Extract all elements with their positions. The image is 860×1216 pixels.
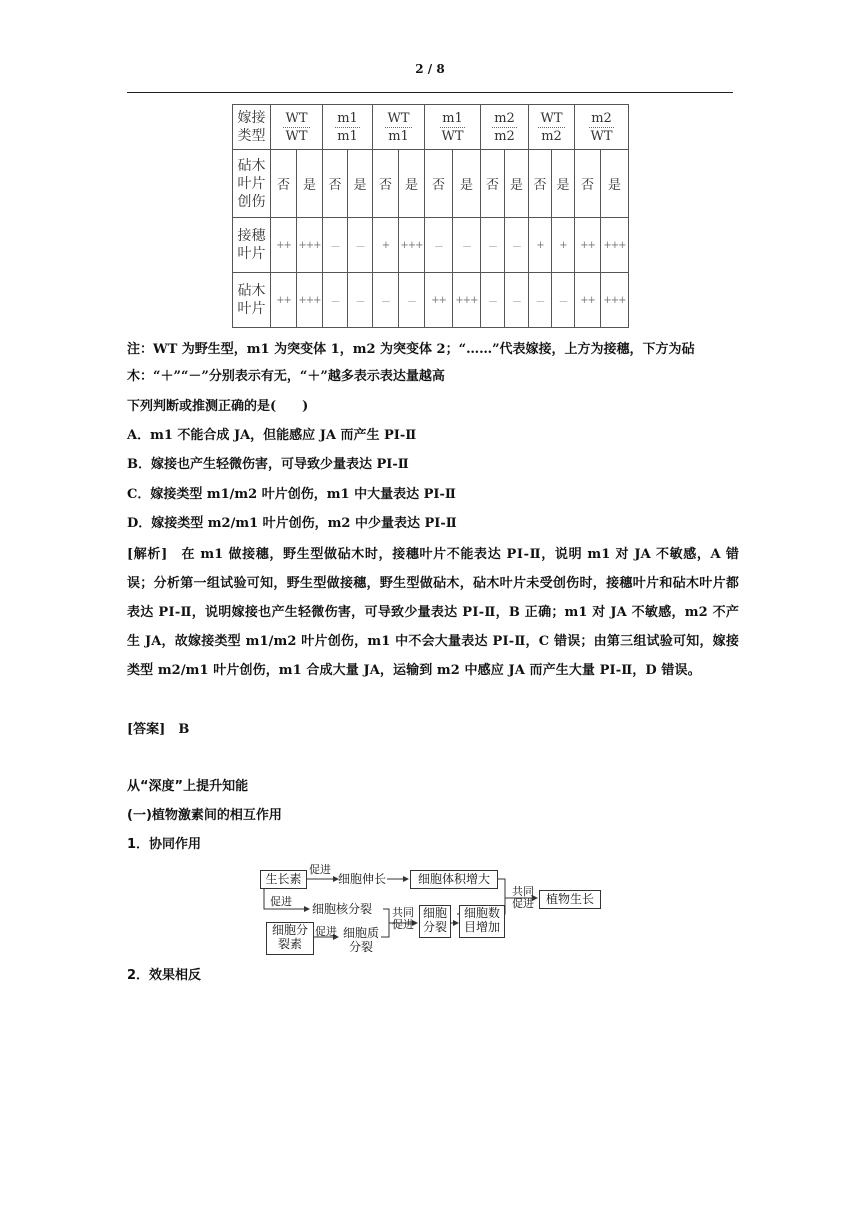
wound-cell: 是 bbox=[601, 150, 629, 218]
page-number: 2 / 8 bbox=[415, 62, 445, 76]
scion-cell: +++ bbox=[601, 218, 629, 273]
table-row bbox=[233, 105, 629, 150]
analysis-paragraph bbox=[127, 540, 739, 685]
scion-cell: － bbox=[453, 218, 481, 273]
bracket-upper bbox=[497, 879, 505, 902]
scion-cell: ++ bbox=[575, 218, 601, 273]
wound-cell: 是 bbox=[297, 150, 323, 218]
scion-cell: － bbox=[481, 218, 505, 273]
wound-cell: 是 bbox=[348, 150, 373, 218]
cell-elongation-text: 细胞伸长 bbox=[338, 872, 387, 886]
graft-type-cell: m1 m1 bbox=[323, 105, 373, 150]
row-header: 接穗叶片 bbox=[233, 218, 271, 273]
stock-cell: +++ bbox=[453, 273, 481, 328]
wound-cell: 否 bbox=[529, 150, 552, 218]
analysis-text: 在 m1 做接穗，野生型做砧木时，接穗叶片不能表达 PⅠ-Ⅱ，说明 m1 对 JA 不敏感，A 错误；分析第一组试验可知，野生型做接穗，野生型做砧木，砧木叶片未受创伤时，接穗叶片和砧木叶片都表达 PⅠ-Ⅱ，说明嫁接也产生轻微伤害，可导致少量表达 PⅠ-Ⅱ，B 正确；m1 对 JA 不敏感，m2 不产生 JA，故嫁接类型 m1/m2 叶片创伤，m1 中不会大量表达 PⅠ-Ⅱ，C 错误；由第三组试验可知，嫁接类型 m2/m1 叶片创伤，m1 合成大量 JA，运输到 m2 中感应 JA 而产生大量 PⅠ-Ⅱ，D 错误。 bbox=[127, 547, 739, 678]
wound-cell: 是 bbox=[505, 150, 529, 218]
scion-cell: +++ bbox=[399, 218, 425, 273]
promote-label: 促进 bbox=[315, 925, 337, 938]
cell-division-box: 细胞分裂 bbox=[419, 905, 451, 938]
graft-type-cell: m2 WT bbox=[575, 105, 629, 150]
synergy-diagram bbox=[255, 860, 605, 960]
item-antagonism: 2．效果相反 bbox=[127, 968, 202, 983]
stock-cell: ++ bbox=[425, 273, 453, 328]
bracket-division bbox=[381, 909, 389, 937]
scion-cell: ++ bbox=[271, 218, 297, 273]
stock-cell: +++ bbox=[297, 273, 323, 328]
stock-cell: － bbox=[373, 273, 399, 328]
scion-cell: +++ bbox=[297, 218, 323, 273]
option-a: A．m1 不能合成 JA，但能感应 JA 而产生 PⅠ-Ⅱ bbox=[127, 428, 417, 443]
section-title: 从“深度”上提升知能 bbox=[127, 779, 249, 794]
grafting-table bbox=[232, 104, 629, 328]
answer-line bbox=[127, 715, 739, 744]
graft-type-cell: WT m1 bbox=[373, 105, 425, 150]
wound-cell: 否 bbox=[481, 150, 505, 218]
promote-label: 促进 bbox=[309, 863, 331, 876]
co-promote-label: 共同促进 bbox=[392, 906, 414, 931]
scion-cell: + bbox=[373, 218, 399, 273]
stock-cell: ++ bbox=[271, 273, 297, 328]
wound-cell: 否 bbox=[323, 150, 348, 218]
row-header: 砧木叶片 bbox=[233, 273, 271, 328]
wound-cell: 否 bbox=[271, 150, 297, 218]
stock-cell: +++ bbox=[601, 273, 629, 328]
co-promote-label: 共同促进 bbox=[512, 885, 534, 910]
stock-cell: － bbox=[481, 273, 505, 328]
stock-cell: － bbox=[323, 273, 348, 328]
stock-cell: － bbox=[348, 273, 373, 328]
graft-type-cell: WT m2 bbox=[529, 105, 575, 150]
question-stem: 下列判断或推测正确的是( ) bbox=[127, 399, 309, 414]
wound-cell: 是 bbox=[399, 150, 425, 218]
wound-cell: 是 bbox=[552, 150, 575, 218]
wound-cell: 否 bbox=[575, 150, 601, 218]
graft-type-cell: m1 WT bbox=[425, 105, 481, 150]
stock-cell: － bbox=[552, 273, 575, 328]
scion-cell: － bbox=[505, 218, 529, 273]
option-b: B．嫁接也产生轻微伤害，可导致少量表达 PⅠ-Ⅱ bbox=[127, 457, 409, 472]
header-rule bbox=[127, 92, 733, 93]
analysis-label: [解析] bbox=[127, 547, 168, 562]
cell-number-box: 细胞数目增加 bbox=[459, 905, 505, 938]
table-row bbox=[233, 273, 629, 328]
option-d: D．嫁接类型 m2/m1 叶片创伤，m2 中少量表达 PⅠ-Ⅱ bbox=[127, 516, 457, 531]
cytokinin-box: 细胞分裂素 bbox=[266, 922, 314, 955]
wound-cell: 是 bbox=[453, 150, 481, 218]
table-note: 注：WT 为野生型，m1 为突变体 1，m2 为突变体 2；“……”代表嫁接，上方为接穗，下方为砧木：“＋”“－”分别表示有无，“＋”越多表示表达量越高 bbox=[127, 342, 695, 384]
graft-type-cell: m2 m2 bbox=[481, 105, 529, 150]
promote-label: 促进 bbox=[270, 895, 292, 908]
table-row bbox=[233, 218, 629, 273]
auxin-box: 生长素 bbox=[260, 870, 307, 889]
scion-cell: + bbox=[529, 218, 552, 273]
wound-cell: 否 bbox=[373, 150, 399, 218]
row-header: 砧木叶片创伤 bbox=[233, 150, 271, 218]
answer-value: B bbox=[178, 722, 190, 737]
option-c: C．嫁接类型 m1/m2 叶片创伤，m1 中大量表达 PⅠ-Ⅱ bbox=[127, 487, 456, 502]
stock-cell: ++ bbox=[575, 273, 601, 328]
scion-cell: － bbox=[348, 218, 373, 273]
cell-volume-box: 细胞体积增大 bbox=[410, 870, 498, 889]
cytoplasm-division-text: 细胞质分裂 bbox=[342, 926, 379, 954]
row-header: 嫁接类型 bbox=[233, 105, 271, 150]
plant-growth-box: 植物生长 bbox=[539, 890, 601, 909]
graft-type-cell: WT WT bbox=[271, 105, 323, 150]
scion-cell: － bbox=[425, 218, 453, 273]
stock-cell: － bbox=[505, 273, 529, 328]
answer-label: [答案] bbox=[127, 722, 166, 737]
scion-cell: － bbox=[323, 218, 348, 273]
table-row bbox=[233, 150, 629, 218]
nucleus-division-text: 细胞核分裂 bbox=[312, 902, 373, 916]
item-synergy: 1．协同作用 bbox=[127, 837, 202, 852]
stock-cell: － bbox=[399, 273, 425, 328]
section-subtitle: (一)植物激素间的相互作用 bbox=[127, 808, 282, 823]
stock-cell: － bbox=[529, 273, 552, 328]
scion-cell: + bbox=[552, 218, 575, 273]
wound-cell: 否 bbox=[425, 150, 453, 218]
